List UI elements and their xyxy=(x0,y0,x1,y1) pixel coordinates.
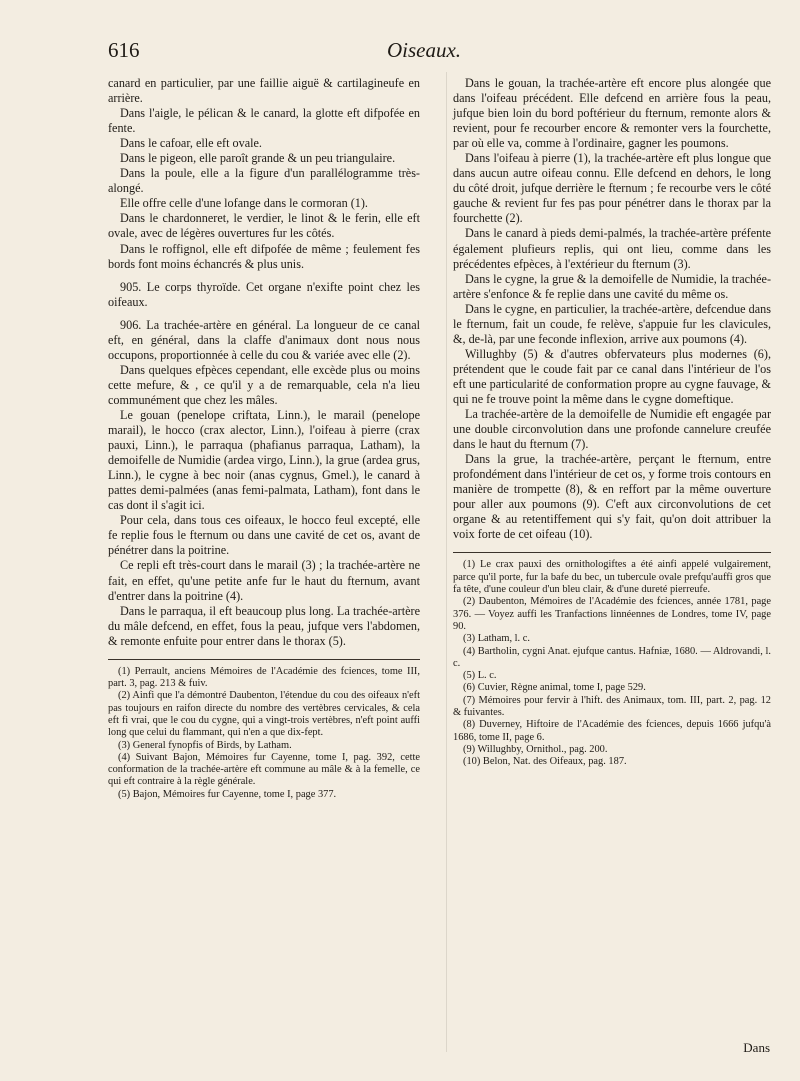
paragraph: Elle offre celle d'une lofange dans le cormoran (1). xyxy=(120,196,368,211)
left-footnotes xyxy=(108,666,420,801)
paragraph: Dans le gouan, la trachée-artère eft encore plus alongée que dans l'oifeau précédent. Elle defcend en arrière fous la peau, jufque bien loin du bord poftérieur du fternum, remonte alors & revient, pour fe recourber encore & remonter vers la fourchette, par où elle va, comme à l'ordinaire, gagner les poumons. xyxy=(453,76,771,151)
left-column xyxy=(108,76,420,801)
footnote: (2) Ainfi que l'a démontré Daubenton, l'étendue du cou des oifeaux n'eft pas toujours en raifon directe du nombre des vertèbres cervicales, & cela eft fi vrai, que le cou du cygne, qui a vingt-trois vertèbres, n'eft point auffi long que celui du flammant, qui n'en a que dix-fept. xyxy=(108,690,420,739)
footnote: (2) Daubenton, Mémoires de l'Académie des fciences, année 1781, page 376. — Voyez auffi les Tranfactions linnéennes de Londres, tome IV, page 90. xyxy=(453,596,771,632)
paragraph: Dans la poule, elle a la figure d'un parallélogramme très-alongé. xyxy=(108,166,420,196)
paragraph: canard en particulier, par une faillie aiguë & cartilagineufe en arrière. xyxy=(108,76,420,106)
paragraph: Pour cela, dans tous ces oifeaux, le hocco feul excepté, elle fe replie fous le fternum ou dans une cavité de cet os, avant de pénétrer dans la poitrine. xyxy=(108,513,420,558)
footnote: (5) L. c. xyxy=(463,670,497,682)
paragraph: Willughby (5) & d'autres obfervateurs plus modernes (6), prétendent que le coude fait par ce canal dans l'intérieur de l'os eft une particularité de conformation propre au cygne fauvage, & qui ne fe trouve point la même dans le cygne domeftique. xyxy=(453,346,771,406)
paragraph: Dans le canard à pieds demi-palmés, la trachée-artère préfente également plufieurs replis, qui ont lieu, comme dans les précédentes efpèces, à l'extérieur du fternum (3). xyxy=(453,226,771,271)
paragraph: Dans l'oifeau à pierre (1), la trachée-artère eft plus longue que dans aucun autre oifeau connu. Elle defcend en dehors, le long du côté droit, jufque derrière le fternum ; fe recourbe vers le côté gauche & revient fur fes pas pour pénétrer dans le thorax par la fourchette (2). xyxy=(453,151,771,226)
footnote: (3) Latham, l. c. xyxy=(463,633,530,645)
footnote: (7) Mémoires pour fervir à l'hift. des Animaux, tom. III, part. 2, pag. 12 & fuivantes. xyxy=(453,694,771,719)
paragraph: Dans le cygne, la grue & la demoifelle de Numidie, la trachée-artère s'enfonce & fe replie dans une cavité du même os. xyxy=(453,271,771,301)
footnote: (6) Cuvier, Règne animal, tome I, page 529. xyxy=(463,682,646,694)
footnote: (8) Duverney, Hiftoire de l'Académie des fciences, depuis 1666 jufqu'à 1686, tome II, page 6. xyxy=(453,719,771,743)
footnote: (1) Le crax pauxi des ornithologiftes a été ainfi appelé vulgairement, parce qu'il porte, fur la bafe du bec, un tubercule ovale prefqu'auffi gros que fa tête, d'une couleur d'un bleu clair, & d'une dureté pierreufe. xyxy=(453,559,771,596)
paragraph: La trachée-artère de la demoifelle de Numidie eft engagée par une double circonvolution dans une profonde cannelure creufée dans le haut du fternum (7). xyxy=(453,407,771,452)
footnote: (1) Perrault, anciens Mémoires de l'Académie des fciences, tome III, part. 3, pag. 213 & fuiv. xyxy=(108,665,420,690)
paragraph: Dans la grue, la trachée-artère, perçant le fternum, entre profondément dans l'intérieur de cet os, y forme trois contours en manière de trompette (8), & en reffort par la même ouverture pour aller aux poumons (9). C'eft aux circonvolutions de cet organe & au retentiffement qui s'y fait, qu'on doit attribuer la voix forte de cet oifeau (10). xyxy=(453,452,771,542)
paragraph: Ce repli eft très-court dans le marail (3) ; la trachée-artère ne fait, en effet, qu'une petite anfe fur le haut du fternum, avant d'entrer dans la poitrine (4). xyxy=(108,558,420,603)
right-column xyxy=(453,76,771,769)
paragraph: Le gouan (penelope criftata, Linn.), le marail (penelope marail), le hocco (crax alector, Linn.), l'oifeau à pierre (crax pauxi, Linn.), le parraqua (phafianus parraqua, Latham), la demoifelle de Numidie (ardea virgo, Linn.), la grue (ardea grus, Linn.), le cygne à bec noir (anas cygnus, Gmel.), le canard à pattes demi-palmées (anas femi-palmata, Latham), font dans le cas dont il s'agit ici. xyxy=(108,407,420,513)
footnote: (5) Bajon, Mémoires fur Cayenne, tome I, page 377. xyxy=(118,788,337,800)
paragraph: Dans le chardonneret, le verdier, le linot & le ferin, elle eft ovale, avec de légères ouvertures fur les côtés. xyxy=(108,211,420,241)
column-gutter xyxy=(446,72,447,1052)
footnote: (9) Willughby, Ornithol., pag. 200. xyxy=(463,743,608,755)
right-footnotes xyxy=(453,559,771,768)
footnote: (4) Suivant Bajon, Mémoires fur Cayenne, tome I, pag. 392, cette conformation de la trachée-artère eft commune au mâle & à la femelle, ce qui eft contraire à la règle générale. xyxy=(108,751,420,788)
paragraph: Dans l'aigle, le pélican & le canard, la glotte eft difpofée en fente. xyxy=(108,106,420,136)
page-header xyxy=(108,38,740,68)
section-paragraph: 905. Le corps thyroïde. Cet organe n'exifte point chez les oifeaux. xyxy=(108,279,420,309)
paragraph: Dans le cygne, en particulier, la trachée-artère, defcendue dans le fternum, fait un coude, fe relève, s'appuie fur les clavicules, &, de-là, par une feconde inflexion, arrive aux poumons (4). xyxy=(453,301,771,346)
paragraph: Dans le parraqua, il eft beaucoup plus long. La trachée-artère du mâle defcend, en effet, fous la peau, jufque vers l'abdomen, & remonte enfuite pour entrer dans le thorax (5). xyxy=(108,603,420,648)
paragraph: Dans le roffignol, elle eft difpofée de même ; feulement fes bords font moins échancrés & plus unis. xyxy=(108,241,420,271)
footnote: (3) General fynopfis of Birds, by Latham. xyxy=(118,739,292,751)
footnote-divider xyxy=(108,659,420,660)
footnote-divider xyxy=(453,552,771,553)
footnote: (4) Bartholin, cygni Anat. ejufque cantus. Hafniæ, 1680. — Aldrovandi, l. c. xyxy=(453,645,771,669)
section-paragraph: 906. La trachée-artère en général. La longueur de ce canal eft, en général, dans la claffe d'animaux dont nous nous occupons, proportionnée à celle du cou & variée avec elle (2). xyxy=(108,317,420,362)
running-title: Oiseaux. xyxy=(386,38,462,62)
page-number: 616 xyxy=(108,38,140,62)
footnote: (10) Belon, Nat. des Oifeaux, pag. 187. xyxy=(463,756,627,768)
catchword: Dans xyxy=(743,1040,770,1055)
paragraph: Dans le pigeon, elle paroît grande & un peu triangulaire. xyxy=(120,151,396,166)
paragraph: Dans quelques efpèces cependant, elle excède plus ou moins cette mefure, & , ce qu'il y a de remarquable, cela n'a lieu communément que chez les mâles. xyxy=(108,362,420,407)
paragraph: Dans le cafoar, elle eft ovale. xyxy=(120,136,262,151)
